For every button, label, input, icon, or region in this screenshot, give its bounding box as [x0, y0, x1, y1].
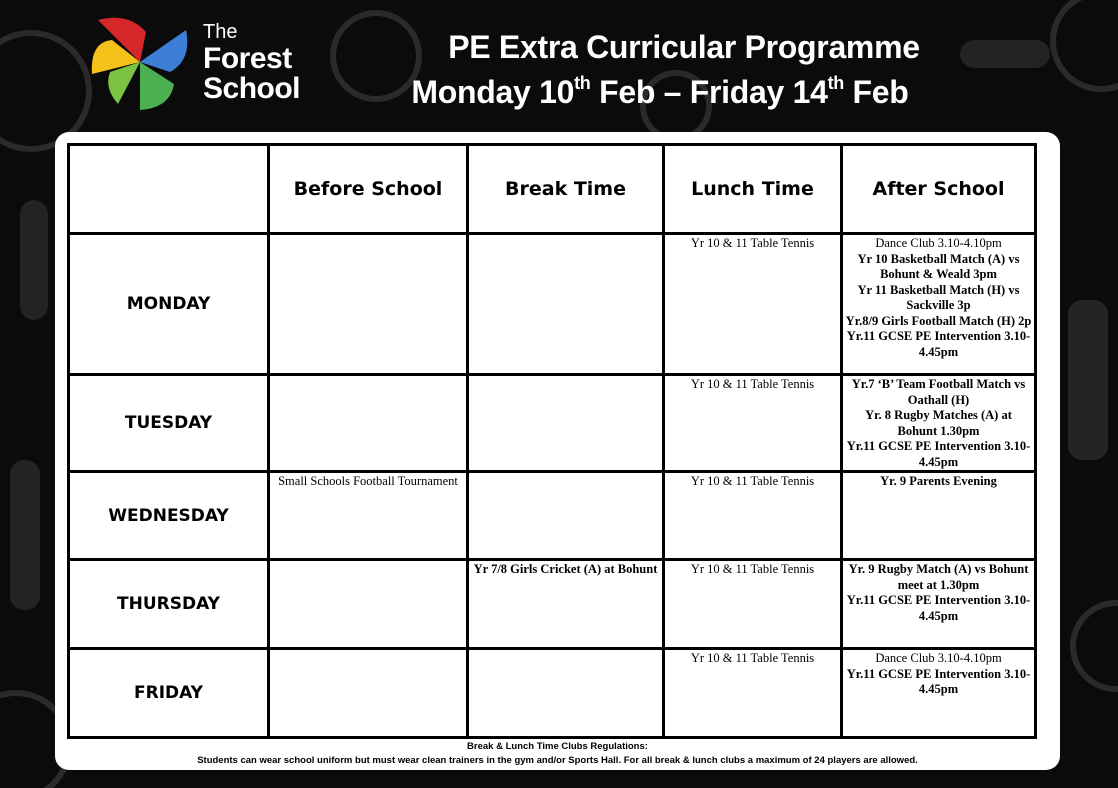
school-logo — [88, 12, 318, 112]
cell-after — [842, 649, 1036, 738]
cell-lunch — [664, 560, 842, 649]
activity-entry: Dance Club 3.10-4.10pm — [875, 651, 1002, 665]
activity-entry: Yr 10 & 11 Table Tennis — [690, 236, 815, 250]
table-row — [69, 472, 1036, 560]
cell-lunch — [664, 649, 842, 738]
table-row — [69, 375, 1036, 472]
activity-entry: Yr.11 GCSE PE Intervention 3.10-4.45pm — [846, 593, 1031, 623]
logo-text-forest: Forest — [203, 42, 292, 75]
logo-text-school: School — [203, 72, 301, 105]
activity-entry: Yr 10 & 11 Table Tennis — [690, 474, 815, 488]
cell-before — [269, 472, 468, 560]
regulations-text: Students can wear school uniform but must wear clean trainers in the gym and/or Sports Hall. For all break & lunch clubs a maximum of 24 players are allowed. — [197, 755, 918, 766]
activity-entry: Yr 11 Basketball Match (H) vs Sackville 3p — [857, 282, 1020, 312]
activity-entry: Yr.11 GCSE PE Intervention 3.10-4.45pm — [846, 329, 1031, 359]
cell-break — [468, 649, 664, 738]
subtitle-mid: Feb – Friday 14 — [590, 74, 828, 110]
cell-lunch — [664, 234, 842, 375]
cell-after — [842, 560, 1036, 649]
table-row — [69, 649, 1036, 738]
cell-break — [468, 472, 664, 560]
activity-entry: Yr 10 Basketball Match (A) vs Bohunt & Weald 3pm — [857, 251, 1020, 281]
table-row — [69, 560, 1036, 649]
activity-entry: Yr 10 & 11 Table Tennis — [690, 651, 815, 665]
activity-entry: Yr.11 GCSE PE Intervention 3.10-4.45pm — [846, 439, 1031, 469]
activity-entry: Yr.7 ‘B’ Team Football Match vs Oathall (H) — [851, 377, 1026, 407]
cell-before — [269, 375, 468, 472]
activity-entry: Yr. 9 Parents Evening — [880, 474, 997, 488]
activity-entry: Small Schools Football Tournament — [278, 474, 458, 488]
cell-after — [842, 472, 1036, 560]
activity-entry: Yr.8/9 Girls Football Match (H) 2p — [845, 313, 1032, 328]
cell-lunch — [664, 375, 842, 472]
pinwheel-logo-icon — [88, 12, 192, 112]
regulations — [55, 740, 1060, 768]
activity-entry: Yr 10 & 11 Table Tennis — [690, 562, 815, 576]
header-before-school: Before School — [269, 145, 468, 234]
activity-entry: Yr. 9 Rugby Match (A) vs Bohunt meet at 1.30pm — [848, 562, 1029, 592]
day-label: THURSDAY — [69, 560, 269, 649]
regulations-title: Break & Lunch Time Clubs Regulations: — [467, 741, 648, 752]
cell-after — [842, 234, 1036, 375]
activity-entry: Yr. 8 Rugby Matches (A) at Bohunt 1.30pm — [865, 408, 1012, 438]
subtitle-sup-2: th — [827, 73, 844, 93]
cell-break — [468, 375, 664, 472]
day-label: MONDAY — [69, 234, 269, 375]
day-label: FRIDAY — [69, 649, 269, 738]
activity-entry: Dance Club 3.10-4.10pm — [875, 236, 1002, 250]
subtitle-sup-1: th — [574, 73, 591, 93]
cell-before — [269, 560, 468, 649]
header-lunch-time: Lunch Time — [664, 145, 842, 234]
page-heading — [360, 26, 1000, 116]
activity-entry: Yr 7/8 Girls Cricket (A) at Bohunt — [473, 562, 658, 576]
day-label: WEDNESDAY — [69, 472, 269, 560]
subtitle-end: Feb — [843, 74, 909, 110]
subtitle-start: Monday 10 — [411, 74, 575, 110]
cell-before — [269, 649, 468, 738]
activity-entry: Yr 10 & 11 Table Tennis — [690, 377, 815, 391]
header-after-school: After School — [842, 145, 1036, 234]
timetable — [67, 143, 1037, 739]
page-subtitle — [320, 68, 1000, 116]
activity-entry: Yr.11 GCSE PE Intervention 3.10-4.45pm — [846, 666, 1031, 696]
header-corner — [69, 145, 269, 234]
logo-text-the: The — [203, 21, 238, 43]
table-row — [69, 234, 1036, 375]
header-break-time: Break Time — [468, 145, 664, 234]
header-row — [69, 145, 1036, 234]
page-title: PE Extra Curricular Programme — [448, 29, 920, 65]
cell-before — [269, 234, 468, 375]
cell-break — [468, 234, 664, 375]
day-label: TUESDAY — [69, 375, 269, 472]
cell-lunch — [664, 472, 842, 560]
cell-after — [842, 375, 1036, 472]
cell-break — [468, 560, 664, 649]
